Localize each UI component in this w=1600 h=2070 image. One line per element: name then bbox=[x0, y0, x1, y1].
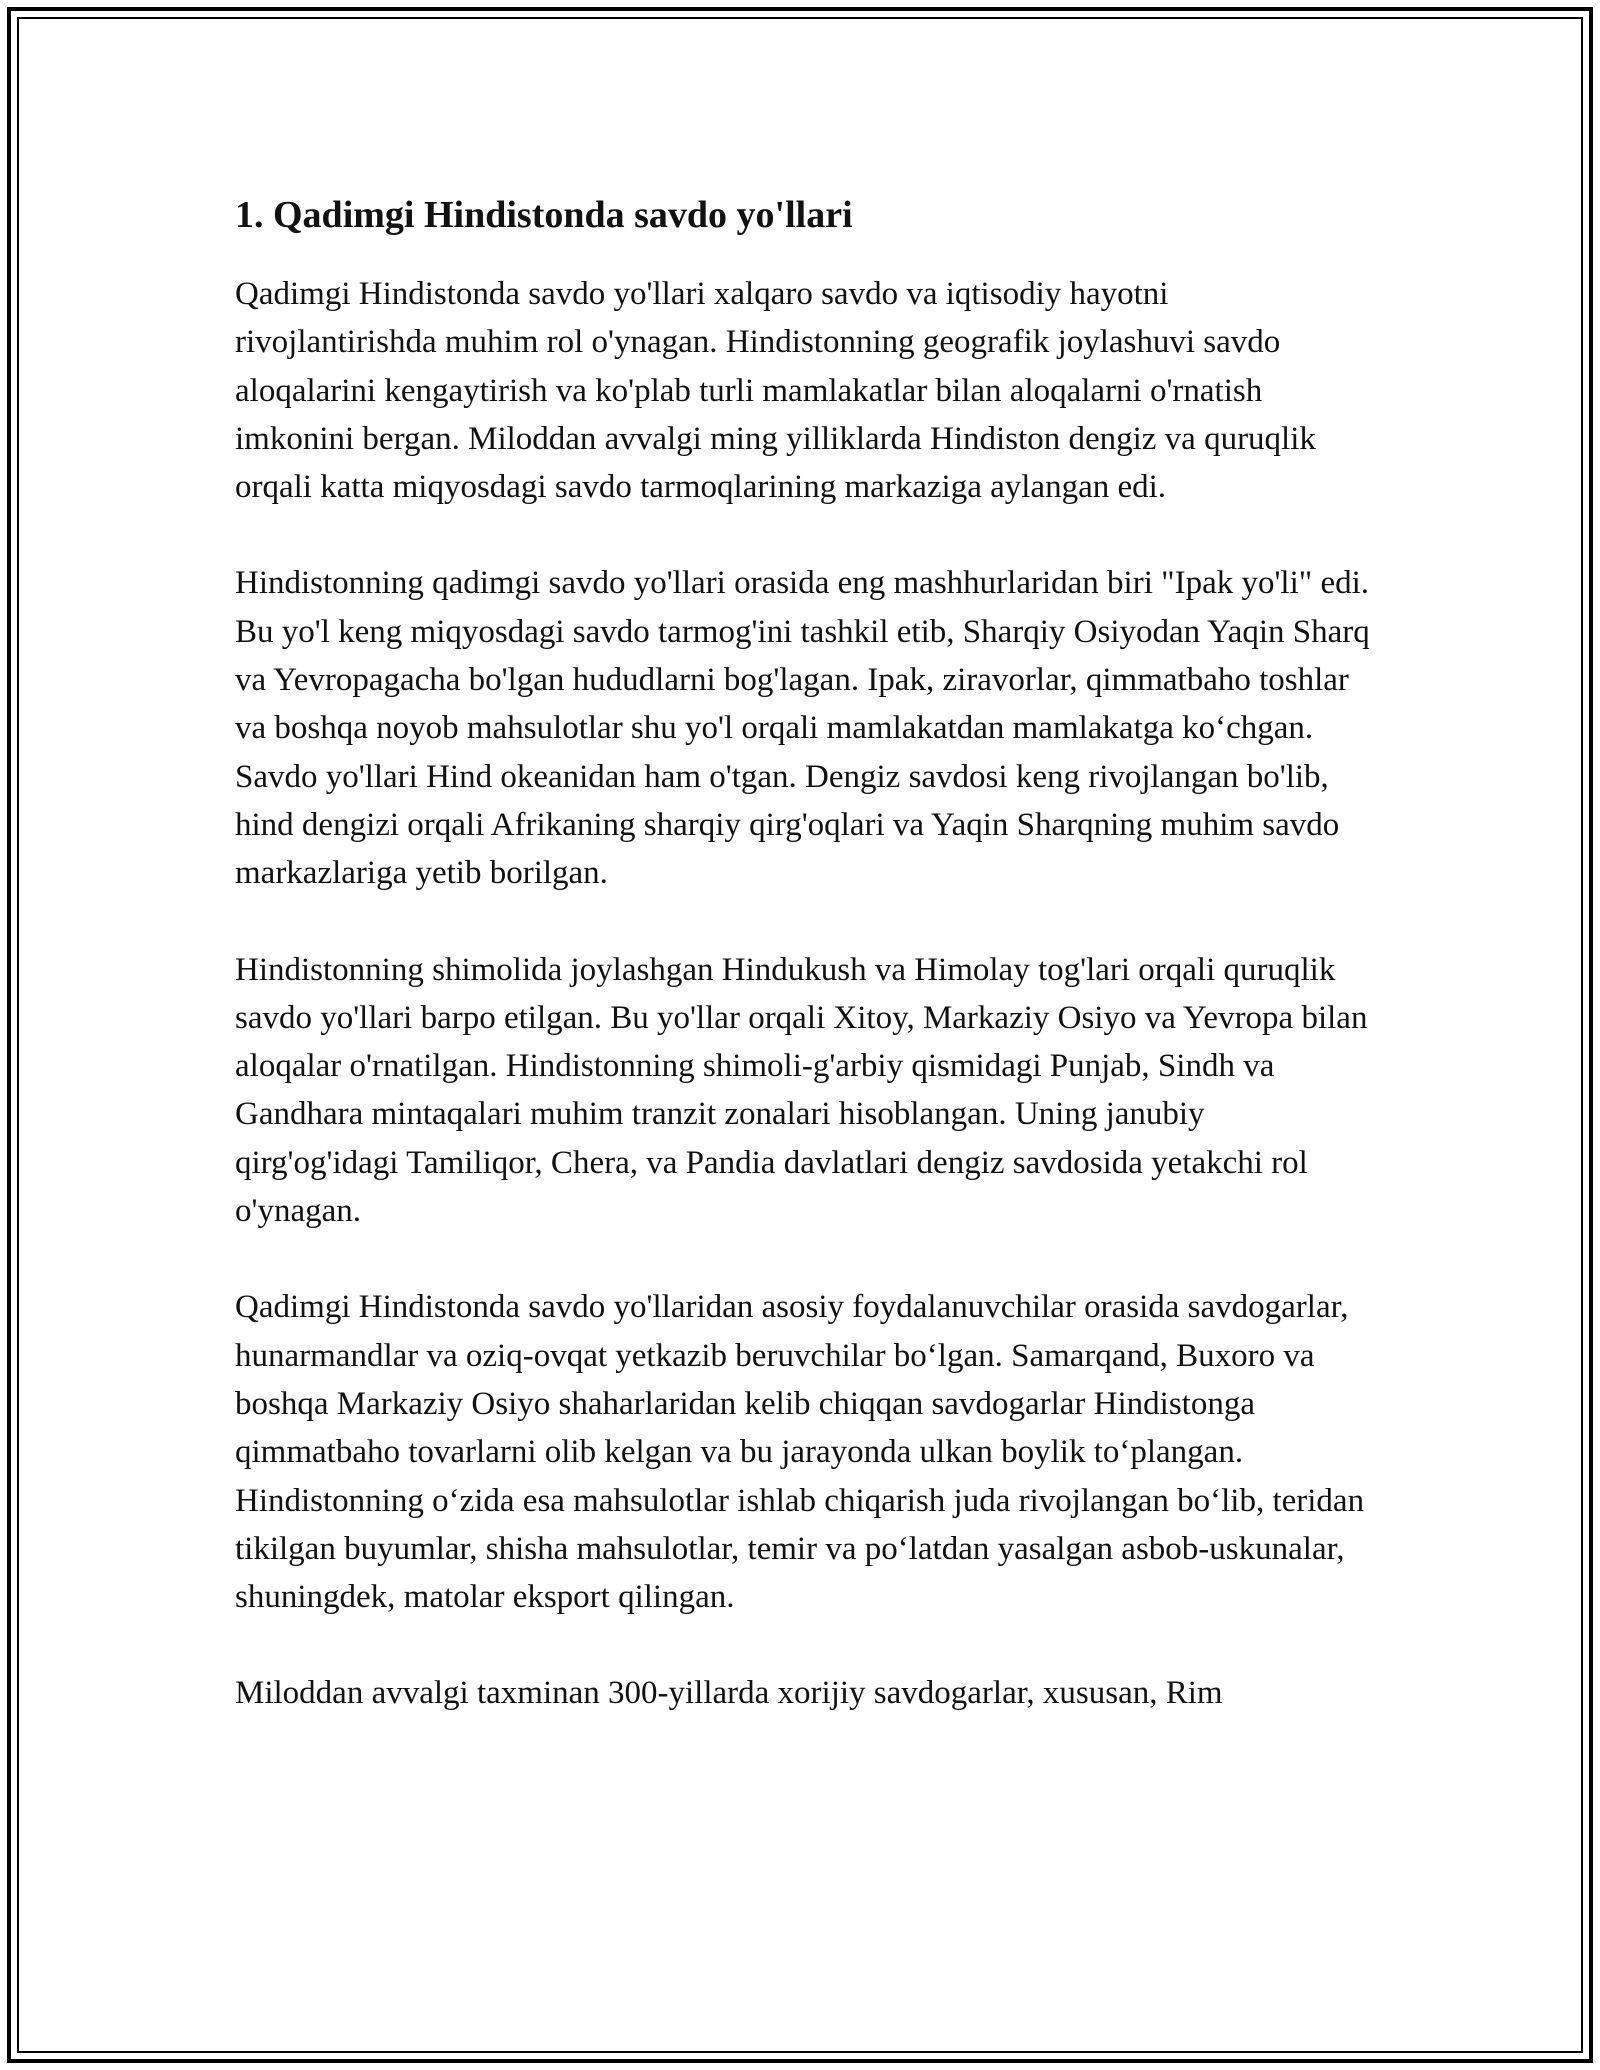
document-content bbox=[235, 186, 1375, 1766]
paragraph-1: Qadimgi Hindistonda savdo yo'llari xalqaro savdo va iqtisodiy hayotni rivojlantirishda muhim rol o'ynagan. Hindistonning geografik joylashuvi savdo aloqalarini kengaytirish va ko'plab turli mamlakatlar bilan aloqalarni o'rnatish imkonini bergan. Miloddan avvalgi ming yilliklarda Hindiston dengiz va quruqlik orqali katta miqyosdagi savdo tarmoqlarining markaziga aylangan edi. bbox=[235, 276, 1316, 506]
section-heading: 1. Qadimgi Hindistonda savdo yo'llari bbox=[235, 194, 853, 236]
paragraph-4: Qadimgi Hindistonda savdo yo'llaridan asosiy foydalanuvchilar orasida savdogarlar, hunarmandlar va oziq-ovqat yetkazib beruvchilar bo‘lgan. Samarqand, Buxoro va boshqa Markaziy Osiyo shaharlaridan kelib chiqqan savdogarlar Hindistonga qimmatbaho tovarlarni olib kelgan va bu jarayonda ulkan boylik to‘plangan. Hindistonning o‘zida esa mahsulotlar ishlab chiqarish juda rivojlangan bo‘lib, teridan tikilgan buyumlar, shisha mahsulotlar, temir va po‘latdan yasalgan asbob-uskunalar, shuningdek, matolar eksport qilingan. bbox=[235, 1289, 1365, 1616]
paragraph-2: Hindistonning qadimgi savdo yo'llari orasida eng mashhurlaridan biri "Ipak yo'li" edi. Bu yo'l keng miqyosdagi savdo tarmog'ini tashkil etib, Sharqiy Osiyodan Yaqin Sharq va Yevropagacha bo'lgan hududlarni bog'lagan. Ipak, ziravorlar, qimmatbaho toshlar va boshqa noyob mahsulotlar shu yo'l orqali mamlakatdan mamlakatga ko‘chgan. Savdo yo'llari Hind okeanidan ham o'tgan. Dengiz savdosi keng rivojlangan bo'lib, hind dengizi orqali Afrikaning sharqiy qirg'oqlari va Yaqin Sharqning muhim savdo markazlariga yetib borilgan. bbox=[235, 565, 1370, 892]
paragraph-5: Miloddan avvalgi taxminan 300-yillarda xorijiy savdogarlar, xususan, Rim bbox=[235, 1675, 1223, 1712]
paragraph-3: Hindistonning shimolida joylashgan Hindukush va Himolay tog'lari orqali quruqlik savdo yo'llari barpo etilgan. Bu yo'llar orqali Xitoy, Markaziy Osiyo va Yevropa bilan aloqalar o'rnatilgan. Hindistonning shimoli-g'arbiy qismidagi Punjab, Sindh va Gandhara mintaqalari muhim tranzit zonalari hisoblangan. Uning janubiy qirg'og'idagi Tamiliqor, Chera, va Pandia davlatlari dengiz savdosida yetakchi rol o'ynagan. bbox=[235, 951, 1368, 1230]
